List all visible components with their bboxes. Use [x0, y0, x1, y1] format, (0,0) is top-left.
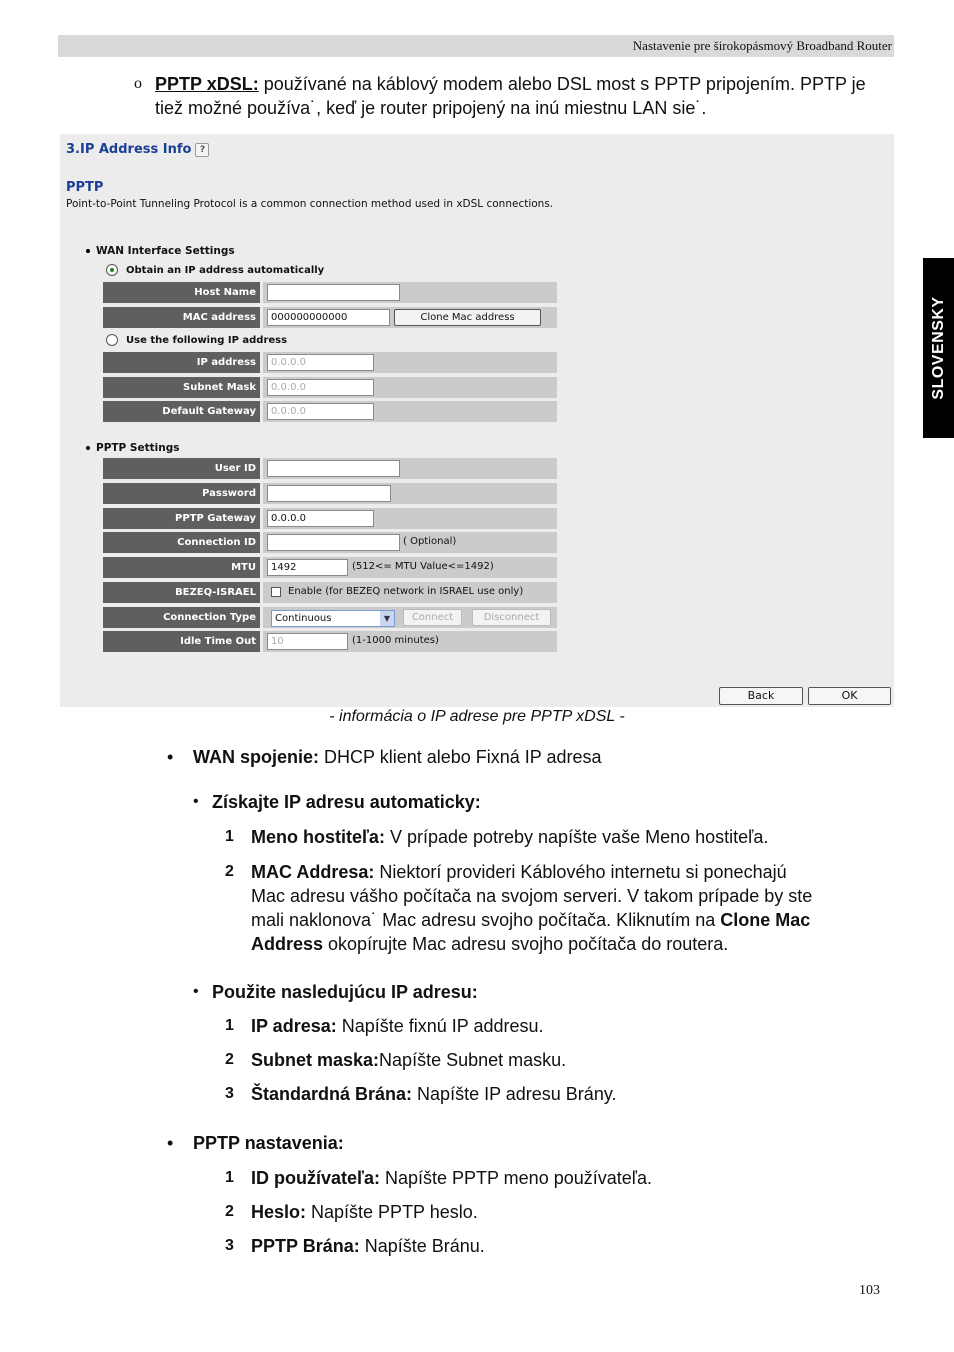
figure-caption: - informácia o IP adrese pre PPTP xDSL -: [329, 708, 625, 725]
bullet: •: [193, 983, 199, 1000]
wan-settings-text: WAN Interface Settings: [96, 245, 235, 257]
user-id-row: [103, 458, 557, 479]
language-label: SLOVENSKY: [929, 296, 947, 400]
mtu-row: [103, 557, 557, 578]
user-id-input[interactable]: [267, 460, 400, 477]
mtu-input[interactable]: 1492: [267, 559, 348, 576]
mac-address-label: MAC address: [103, 307, 260, 328]
term: PPTP Brána:: [251, 1236, 360, 1256]
description: V prípade potreby napíšte vaše Meno hostiteľa.: [384, 827, 769, 847]
description: Napíšte Subnet masku.: [379, 1050, 567, 1070]
radio-selected-icon[interactable]: [106, 264, 118, 276]
obtain-auto-label: Obtain an IP address automatically: [126, 265, 325, 276]
item-number: 1: [225, 1017, 234, 1034]
use-following-label: Use the following IP address: [126, 335, 288, 346]
item-number: 2: [225, 863, 234, 880]
bezeq-israel-label: BEZEQ-ISRAEL: [103, 582, 260, 603]
term: Clone Mac: [720, 910, 811, 930]
mac-address-row: [103, 307, 557, 328]
pptp-description: Point-to-Point Tunneling Protocol is a common connection method used in xDSL connections.: [66, 198, 554, 210]
term: Heslo:: [251, 1202, 307, 1222]
term: MAC Addresa:: [251, 862, 375, 882]
connection-id-row: [103, 532, 557, 553]
description: Napíšte PPTP heslo.: [306, 1202, 478, 1222]
connection-id-note: ( Optional): [403, 536, 457, 547]
list-item-pptp-gateway: [251, 1234, 485, 1258]
default-gateway-label: Default Gateway: [103, 401, 260, 422]
section-title: [66, 142, 209, 157]
page-number: 103: [859, 1283, 880, 1298]
ip-address-label: IP address: [103, 352, 260, 373]
item-number: 2: [225, 1203, 234, 1220]
bullet: •: [167, 747, 174, 767]
ip-address-row: [103, 352, 557, 373]
back-button[interactable]: Back: [719, 687, 803, 705]
description-line: okopírujte Mac adresu svojho počítača do routera.: [323, 934, 729, 954]
help-icon[interactable]: ?: [195, 143, 209, 157]
description-line: Mac adresu vášho počítača na svojom serveri. V takom prípade by ste: [251, 886, 813, 906]
term: Meno hostiteľa:: [251, 827, 385, 847]
subnet-mask-input[interactable]: 0.0.0.0: [267, 379, 374, 396]
connection-type-select[interactable]: [271, 610, 395, 627]
language-side-tab: [923, 258, 954, 438]
clone-mac-button[interactable]: Clone Mac address: [394, 309, 541, 326]
use-following-radio[interactable]: [106, 334, 287, 346]
list-item-host-name: [251, 825, 768, 849]
item-number: 3: [225, 1237, 234, 1254]
description: Napíšte IP adresu Brány.: [412, 1084, 617, 1104]
mtu-note: (512<= MTU Value<=1492): [352, 561, 494, 572]
pptp-settings-heading: [86, 442, 179, 454]
term: Štandardná Brána:: [251, 1084, 413, 1104]
obtain-auto-radio[interactable]: [106, 264, 324, 276]
list-item-ip-address: [251, 1014, 544, 1038]
section-title-text: 3.IP Address Info: [66, 142, 192, 157]
item-number: 1: [225, 1169, 234, 1186]
host-name-input[interactable]: [267, 284, 400, 301]
password-label: Password: [103, 483, 260, 504]
subnet-mask-label: Subnet Mask: [103, 377, 260, 398]
pptp-gateway-row: [103, 508, 557, 529]
user-id-label: User ID: [103, 458, 260, 479]
term: PPTP nastavenia:: [193, 1133, 344, 1153]
idle-time-out-row: [103, 631, 557, 652]
default-gateway-row: [103, 401, 557, 422]
mtu-label: MTU: [103, 557, 260, 578]
list-item-user-id: [251, 1166, 652, 1190]
connection-type-value: Continuous: [275, 613, 332, 624]
bullet: •: [167, 1133, 174, 1153]
term: Použite nasledujúcu IP adresu:: [212, 982, 478, 1002]
idle-time-out-input[interactable]: 10: [267, 633, 348, 650]
description: DHCP klient alebo Fixná IP adresa: [319, 747, 602, 767]
term: Address: [251, 934, 324, 954]
term: Získajte IP adresu automaticky:: [212, 792, 481, 812]
running-title: Nastavenie pre širokopásmový Broadband Router: [632, 38, 892, 53]
connection-id-label: Connection ID: [103, 532, 260, 553]
connect-button[interactable]: Connect: [403, 609, 462, 626]
description: Niektorí provideri Káblového internetu si ponechajú: [374, 862, 787, 882]
item-number: 3: [225, 1085, 234, 1102]
bezeq-note: Enable (for BEZEQ network in ISRAEL use only): [288, 586, 524, 597]
intro-term: PPTP xDSL:: [155, 74, 259, 94]
term: ID používateľa:: [251, 1168, 380, 1188]
chevron-down-icon[interactable]: ▼: [380, 611, 394, 626]
mac-address-input[interactable]: 000000000000: [267, 309, 390, 326]
disconnect-button[interactable]: Disconnect: [472, 609, 551, 626]
description: Napíšte PPTP meno používateľa.: [379, 1168, 653, 1188]
radio-unselected-icon[interactable]: [106, 334, 118, 346]
item-number: 1: [225, 828, 234, 845]
ok-button[interactable]: OK: [808, 687, 891, 705]
list-item-default-gateway: [251, 1082, 617, 1106]
intro-paragraph: [134, 72, 894, 120]
host-name-row: [103, 282, 557, 303]
description: Napíšte Bránu.: [359, 1236, 485, 1256]
connection-type-row: [103, 607, 557, 628]
password-input[interactable]: [267, 485, 391, 502]
item-number: 2: [225, 1051, 234, 1068]
intro-bullet: o: [134, 75, 142, 92]
default-gateway-input[interactable]: 0.0.0.0: [267, 403, 374, 420]
wan-settings-heading: [86, 245, 235, 257]
connection-type-label: Connection Type: [103, 607, 260, 628]
description-line: mali naklonova˙ Mac adresu svojho počítača. Kliknutím na: [251, 910, 721, 930]
pptp-gateway-input[interactable]: 0.0.0.0: [267, 510, 374, 527]
connection-id-input[interactable]: [267, 534, 400, 551]
ip-address-input[interactable]: 0.0.0.0: [267, 354, 374, 371]
subnet-mask-row: [103, 377, 557, 398]
term: IP adresa:: [251, 1016, 337, 1036]
pptp-settings-text: PPTP Settings: [96, 442, 180, 454]
password-row: [103, 483, 557, 504]
idle-time-out-note: (1-1000 minutes): [352, 635, 439, 646]
router-config-screenshot: [60, 134, 894, 707]
intro-text: používané na káblový modem alebo DSL most s PPTP pripojením. PPTP je tiež možné používa˙, keď je router pripojený na inú miestnu LAN sie˙.: [155, 74, 866, 118]
bezeq-checkbox[interactable]: [271, 587, 281, 597]
host-name-label: Host Name: [103, 282, 260, 303]
term: WAN spojenie:: [193, 747, 320, 767]
bezeq-israel-row: [103, 582, 557, 603]
pptp-title: PPTP: [66, 180, 104, 195]
pptp-gateway-label: PPTP Gateway: [103, 508, 260, 529]
idle-time-out-label: Idle Time Out: [103, 631, 260, 652]
list-item-mac-address: [251, 860, 901, 956]
running-header: [58, 35, 894, 57]
bullet: •: [193, 793, 199, 810]
description: Napíšte fixnú IP addresu.: [336, 1016, 544, 1036]
term: Subnet maska:: [251, 1050, 380, 1070]
list-item-subnet-mask: [251, 1048, 566, 1072]
list-item-password: [251, 1200, 478, 1224]
